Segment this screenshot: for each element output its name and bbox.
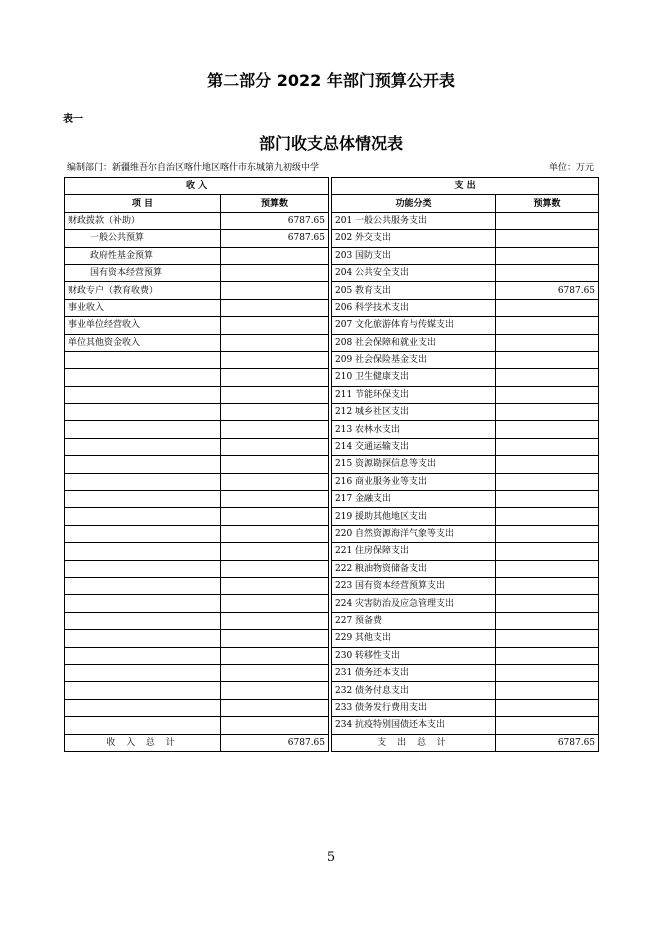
table-row [65,595,599,612]
expense-category-cell: 208 社会保障和就业支出 [332,334,496,351]
total-row [65,734,599,751]
expense-category-cell: 216 商业服务业等支出 [332,473,496,490]
expense-category-cell: 223 国有资本经营预算支出 [332,577,496,594]
expense-category-cell: 224 灾害防治及应急管理支出 [332,595,496,612]
budget-column-header: 预算数 [221,195,329,212]
income-budget-cell [221,491,329,508]
income-budget-cell [221,247,329,264]
income-item-cell [65,404,221,421]
table-row [65,543,599,560]
table-row [65,369,599,386]
expense-budget-cell [496,491,599,508]
income-item-cell: 一般公共预算 [65,230,221,247]
expense-category-cell: 221 住房保障支出 [332,543,496,560]
expense-budget-cell [496,386,599,403]
expense-budget-cell [496,682,599,699]
expense-budget-cell [496,334,599,351]
expense-header: 支 出 [332,178,599,195]
income-item-cell [65,351,221,368]
budget-table [64,177,599,752]
expense-budget-cell [496,577,599,594]
income-item-cell [65,664,221,681]
expense-category-cell: 217 金融支出 [332,491,496,508]
expense-category-cell: 212 城乡社区支出 [332,404,496,421]
income-budget-cell [221,508,329,525]
income-budget-cell [221,351,329,368]
income-item-cell [65,699,221,716]
expense-category-cell: 202 外交支出 [332,230,496,247]
expense-category-cell: 213 农林水支出 [332,421,496,438]
table-row [65,682,599,699]
table-row [65,386,599,403]
expense-budget-cell [496,230,599,247]
income-item-cell: 政府性基金预算 [65,247,221,264]
income-item-cell [65,630,221,647]
income-header: 收 入 [65,178,329,195]
expense-category-cell: 220 自然资源海洋气象等支出 [332,525,496,542]
table-row [65,334,599,351]
expense-budget-cell [496,612,599,629]
unit-label: 单位：万元 [548,163,594,173]
income-item-cell: 财政专户（教育收费） [65,282,221,299]
table-row [65,473,599,490]
table-row [65,525,599,542]
income-budget-cell [221,647,329,664]
expense-budget-cell [496,508,599,525]
total-expense-value: 6787.65 [496,734,599,751]
expense-category-cell: 227 预备费 [332,612,496,629]
income-budget-cell [221,612,329,629]
income-item-cell: 事业单位经营收入 [65,317,221,334]
expense-category-cell: 222 粮油物资储备支出 [332,560,496,577]
income-budget-cell [221,699,329,716]
expense-budget-cell [496,664,599,681]
section-header-row [65,178,599,195]
total-income-label: 收 入 总 计 [65,734,221,751]
income-item-cell [65,717,221,734]
expense-category-cell: 205 教育支出 [332,282,496,299]
income-item-cell [65,577,221,594]
expense-category-cell: 219 援助其他地区支出 [332,508,496,525]
category-column-header: 功能分类 [332,195,496,212]
table-title: 部门收支总体情况表 [258,134,403,153]
total-expense-label: 支 出 总 计 [332,734,496,751]
table-row [65,351,599,368]
category-budget-column-header: 预算数 [496,195,599,212]
income-item-cell: 事业收入 [65,299,221,316]
expense-category-cell: 210 卫生健康支出 [332,369,496,386]
expense-category-cell: 233 债务发行费用支出 [332,699,496,716]
table-row [65,508,599,525]
expense-budget-cell [496,299,599,316]
income-item-cell [65,682,221,699]
income-budget-cell [221,369,329,386]
income-budget-cell [221,282,329,299]
table-row [65,577,599,594]
income-item-cell [65,595,221,612]
expense-budget-cell [496,247,599,264]
table-row [65,247,599,264]
income-budget-cell [221,630,329,647]
income-budget-cell [221,386,329,403]
income-item-cell [65,386,221,403]
income-item-cell: 国有资本经营预算 [65,264,221,281]
income-budget-cell [221,577,329,594]
expense-budget-cell [496,699,599,716]
expense-budget-cell [496,212,599,229]
income-budget-cell [221,456,329,473]
income-budget-cell [221,299,329,316]
income-budget-cell: 6787.65 [221,212,329,229]
table-row [65,456,599,473]
expense-category-cell: 215 资源勘探信息等支出 [332,456,496,473]
expense-category-cell: 203 国防支出 [332,247,496,264]
income-budget-cell [221,473,329,490]
income-item-cell [65,612,221,629]
table-row [65,438,599,455]
income-budget-cell [221,595,329,612]
income-budget-cell [221,717,329,734]
income-budget-cell [221,334,329,351]
expense-budget-cell [496,543,599,560]
expense-budget-cell [496,630,599,647]
expense-budget-cell: 6787.65 [496,282,599,299]
expense-category-cell: 206 科学技术支出 [332,299,496,316]
income-item-cell [65,369,221,386]
expense-budget-cell [496,560,599,577]
income-item-cell [65,525,221,542]
table-row [65,560,599,577]
table-row [65,717,599,734]
table-row [65,282,599,299]
expense-budget-cell [496,351,599,368]
income-item-cell [65,543,221,560]
expense-budget-cell [496,317,599,334]
income-item-cell [65,491,221,508]
expense-category-cell: 231 债务还本支出 [332,664,496,681]
column-header-row [65,195,599,212]
expense-category-cell: 207 文化旅游体育与传媒支出 [332,317,496,334]
expense-budget-cell [496,421,599,438]
department-label: 编制部门：新疆维吾尔自治区喀什地区喀什市东城第九初级中学 [67,163,320,173]
expense-budget-cell [496,647,599,664]
table-row [65,630,599,647]
income-budget-cell [221,543,329,560]
income-budget-cell [221,525,329,542]
income-budget-cell [221,317,329,334]
expense-category-cell: 232 债务付息支出 [332,682,496,699]
expense-budget-cell [496,473,599,490]
table-row [65,317,599,334]
income-item-cell: 单位其他资金收入 [65,334,221,351]
expense-category-cell: 209 社会保险基金支出 [332,351,496,368]
income-item-cell [65,438,221,455]
total-income-value: 6787.65 [221,734,329,751]
income-item-cell [65,647,221,664]
expense-budget-cell [496,525,599,542]
table-row [65,699,599,716]
income-budget-cell [221,560,329,577]
table-row [65,230,599,247]
table-row [65,647,599,664]
income-budget-cell [221,264,329,281]
income-budget-cell [221,664,329,681]
expense-budget-cell [496,595,599,612]
income-item-cell [65,421,221,438]
expense-category-cell: 204 公共安全支出 [332,264,496,281]
income-budget-cell [221,438,329,455]
table-row [65,299,599,316]
income-budget-cell [221,682,329,699]
expense-category-cell: 234 抗疫特别国债还本支出 [332,717,496,734]
table-row [65,491,599,508]
income-budget-cell [221,421,329,438]
expense-budget-cell [496,438,599,455]
expense-budget-cell [496,717,599,734]
income-item-cell [65,560,221,577]
expense-category-cell: 214 交通运输支出 [332,438,496,455]
income-item-cell [65,508,221,525]
table-row [65,612,599,629]
expense-budget-cell [496,404,599,421]
expense-category-cell: 201 一般公共服务支出 [332,212,496,229]
expense-category-cell: 229 其他支出 [332,630,496,647]
main-title: 第二部分 2022 年部门预算公开表 [207,71,455,90]
table-label: 表一 [63,114,83,125]
income-budget-cell: 6787.65 [221,230,329,247]
expense-budget-cell [496,264,599,281]
table-row [65,212,599,229]
table-row [65,664,599,681]
income-budget-cell [221,404,329,421]
table-meta [67,160,594,173]
income-item-cell: 财政拨款（补助） [65,212,221,229]
table-body [65,212,599,734]
expense-category-cell: 211 节能环保支出 [332,386,496,403]
table-row [65,404,599,421]
table-row [65,421,599,438]
item-column-header: 项 目 [65,195,221,212]
expense-budget-cell [496,369,599,386]
table-row [65,264,599,281]
income-item-cell [65,473,221,490]
page-number: 5 [326,850,336,865]
income-item-cell [65,456,221,473]
expense-category-cell: 230 转移性支出 [332,647,496,664]
expense-budget-cell [496,456,599,473]
